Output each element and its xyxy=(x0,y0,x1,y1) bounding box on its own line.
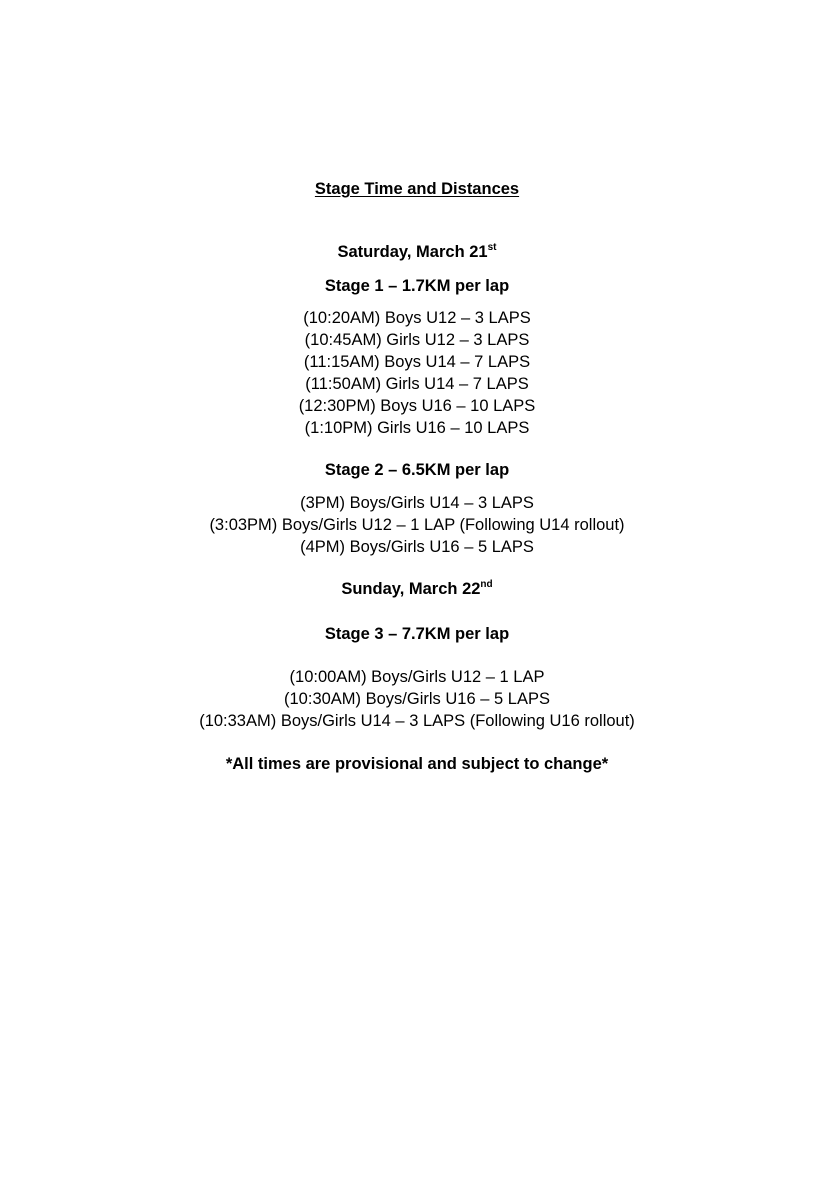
disclaimer-note: *All times are provisional and subject to change* xyxy=(225,755,609,773)
document-title-text: Stage Time and Distances xyxy=(314,180,520,198)
saturday-date-suffix: st xyxy=(487,242,497,253)
stage2-heading: Stage 2 – 6.5KM per lap xyxy=(324,461,510,479)
stage3-event: (10:30AM) Boys/Girls U16 – 5 LAPS xyxy=(284,690,550,708)
saturday-date-heading xyxy=(0,242,834,262)
stage1-heading: Stage 1 – 1.7KM per lap xyxy=(324,277,510,295)
stage3-event: (10:00AM) Boys/Girls U12 – 1 LAP xyxy=(289,668,545,686)
sunday-date-text: Sunday, March 22 xyxy=(341,580,481,598)
stage3-event: (10:33AM) Boys/Girls U14 – 3 LAPS (Following U16 rollout) xyxy=(199,712,635,730)
stage1-event: (12:30PM) Boys U16 – 10 LAPS xyxy=(298,397,536,415)
stage1-event: (10:20AM) Boys U12 – 3 LAPS xyxy=(303,309,531,327)
stage3-heading: Stage 3 – 7.7KM per lap xyxy=(324,625,510,643)
sunday-date-heading xyxy=(0,579,834,599)
sunday-date-suffix: nd xyxy=(480,579,493,590)
stage1-event: (11:15AM) Boys U14 – 7 LAPS xyxy=(303,353,531,371)
saturday-date-text: Saturday, March 21 xyxy=(337,243,488,261)
stage2-event: (3PM) Boys/Girls U14 – 3 LAPS xyxy=(300,494,534,512)
stage1-event: (1:10PM) Girls U16 – 10 LAPS xyxy=(304,419,530,437)
stage1-event: (10:45AM) Girls U12 – 3 LAPS xyxy=(304,331,530,349)
stage1-event: (11:50AM) Girls U14 – 7 LAPS xyxy=(305,375,529,393)
stage2-event: (3:03PM) Boys/Girls U12 – 1 LAP (Following U14 rollout) xyxy=(209,516,625,534)
document-title xyxy=(0,179,834,199)
stage2-event: (4PM) Boys/Girls U16 – 5 LAPS xyxy=(300,538,534,556)
